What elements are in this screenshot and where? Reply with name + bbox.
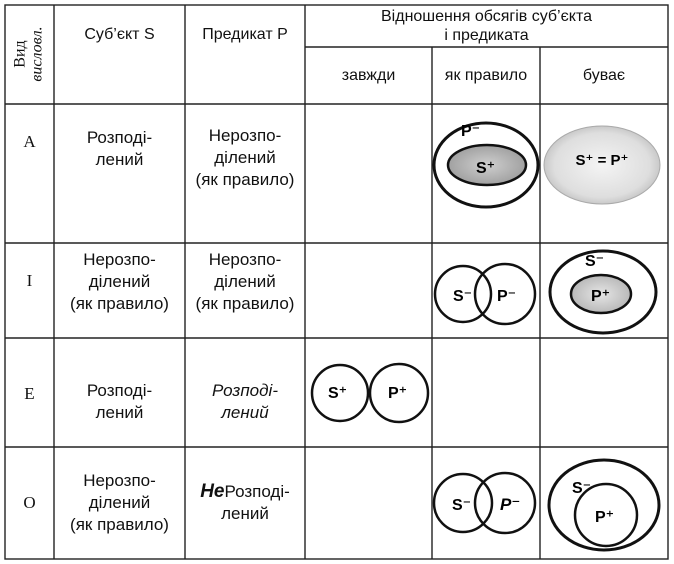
header-always: завжди xyxy=(341,66,396,84)
row-a-predicate-line: (як правило) xyxy=(195,170,295,189)
row-i-predicate-line: Нерозпо- xyxy=(208,250,282,269)
row-a-as-rule-inner-label: S⁺ xyxy=(476,160,496,177)
row-a-predicate-line: ділений xyxy=(214,148,276,167)
subject-circle xyxy=(549,460,659,550)
row-o-as-rule-left-label: S⁻ xyxy=(452,497,472,514)
row-i-predicate-line: (як правило) xyxy=(195,294,295,313)
row-o-happens-outer-label: S⁻ xyxy=(572,480,592,497)
row-o-predicate-line: лений xyxy=(221,504,269,523)
header-predicate: Предикат P xyxy=(202,26,288,43)
handwritten-prefix: Не xyxy=(200,481,225,502)
row-o-subject-line: (як правило) xyxy=(70,515,169,534)
row-a-subject-line: лений xyxy=(95,150,144,169)
row-o-happens-diagram xyxy=(549,460,659,550)
row-o-subject-line: Нерозпо- xyxy=(83,471,156,490)
row-e-subject-line: лений xyxy=(95,402,144,422)
row-o-type: O xyxy=(23,493,36,512)
row-a-as-rule-outer-label: P⁻ xyxy=(461,123,481,140)
row-i-happens-outer-label: S⁻ xyxy=(585,253,605,270)
row-a-predicate-line: Нерозпо- xyxy=(208,126,282,145)
header-type-line1: Вид xyxy=(12,40,30,68)
row-o-predicate-line: Розподі- xyxy=(224,482,290,501)
row-i-type: I xyxy=(26,270,33,290)
row-i-predicate-line: ділений xyxy=(214,272,276,291)
row-e-predicate-line: лений xyxy=(221,402,269,422)
row-i-subject-line: Нерозпо- xyxy=(83,250,156,269)
row-i-happens-inner-label: P⁺ xyxy=(591,288,611,305)
header-type-line2: висловл. xyxy=(29,26,47,82)
row-i-as-rule-left-label: S⁻ xyxy=(453,288,473,305)
row-e-always-left-label: S⁺ xyxy=(328,385,348,402)
row-a-happens-label: S⁺ = P⁺ xyxy=(575,152,629,169)
row-i-subject-line: (як правило) xyxy=(70,294,169,313)
row-e-predicate-line: Розподі- xyxy=(212,380,278,400)
row-o-as-rule-diagram xyxy=(434,473,535,533)
row-e-subject-line: Розподі- xyxy=(86,380,153,400)
row-o-subject-line: ділений xyxy=(88,493,151,512)
row-e-always-right-label: P⁺ xyxy=(388,385,408,402)
header-relation-line2: і предиката xyxy=(444,27,529,44)
row-i-subject-line: ділений xyxy=(88,272,151,291)
header-happens: буває xyxy=(582,66,626,84)
row-a-subject-line: Розподі- xyxy=(86,128,153,147)
header-as-rule: як правило xyxy=(444,66,528,84)
row-o-happens-inner-label: P⁺ xyxy=(595,509,615,526)
row-e-type: E xyxy=(24,384,35,403)
header-subject: Суб’єкт S xyxy=(84,26,155,43)
header-relation-line1: Відношення обсягів суб’єкта xyxy=(381,8,592,25)
row-o-as-rule-right-label: P⁻ xyxy=(500,495,521,514)
row-a-type: A xyxy=(23,131,36,151)
row-i-as-rule-right-label: P⁻ xyxy=(497,288,517,305)
